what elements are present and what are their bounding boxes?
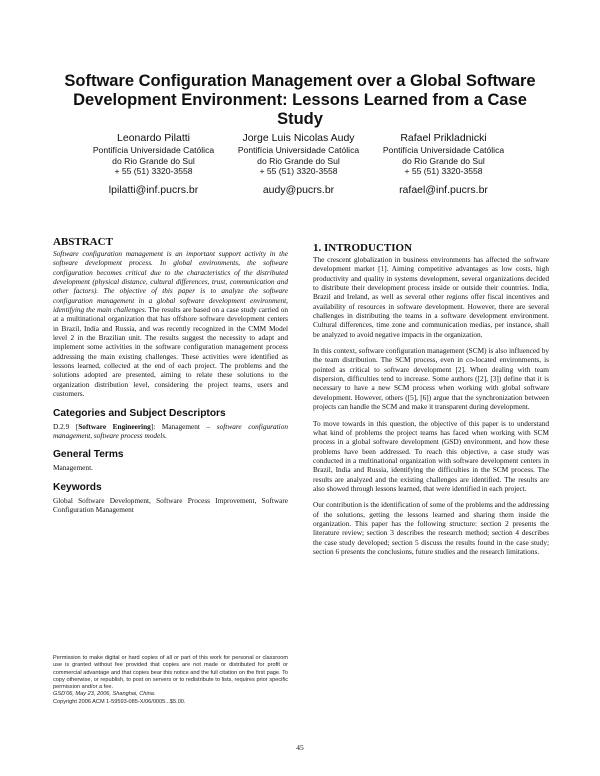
author-affiliation-2: do Rio Grande do Sul xyxy=(112,155,195,166)
categories-text xyxy=(53,422,288,441)
author-name: Jorge Luis Nicolas Audy xyxy=(242,132,355,144)
author-phone: + 55 (51) 3320-3558 xyxy=(404,166,483,177)
author-affiliation: Pontifícia Universidade Católica xyxy=(92,145,215,155)
general-terms-text: Management. xyxy=(53,463,93,473)
author-email: audy@pucrs.br xyxy=(262,183,335,196)
intro-paragraph-4: Our contribution is the identification of some of the problems and the addressing of the solutions, getting the lessons learned and sharing them inside the organization. This paper has the following structure: section 2 presents the literature review; section 3 describes the research method; section 4 describes the case study developed; section 5 discuss the results found in the case study; section 6 presents the conclusions, future studies and the research limitations. xyxy=(313,500,549,556)
intro-paragraph-3: To move towards in this question, the objective of this paper is to understand what kind of problems the project teams has faced when working with SCM process in a global software development (GSD) environment, and how these problems have been addressed. To reach this objective, a case study was conducted in a multinational organization with software development centers in Brazil, India and Russia, identifying the difficulties in the SCM process. The results are analyzed and the existing challenges are identified. The results are also showed through lessons learned, that were identified in each project. xyxy=(313,418,549,493)
abstract-text xyxy=(53,249,288,399)
author-email: lpilatti@inf.pucrs.br xyxy=(108,183,199,196)
author-name: Leonardo Pilatti xyxy=(117,132,190,144)
copyright-text: Copyright 2006 ACM 1-59593-085-X/06/0005...$5.00. xyxy=(53,698,186,705)
abstract-rest: The results are based on a case study carried on at a multinational organization that has offshore software development centers in Brazil, India and Russia, and was recently recognized in the CMM Model level 2 in the Brazilian unit. The results suggest the necessity to adapt and implement some activities in the software configuration management process addressing the main existing challenges. These activities were identified as lessons learned, collected at the end of each project. The problems and the solutions adopted are presented, aiming to relate these solutions to the organization distribution level, considering the project teams, users and customers. xyxy=(53,305,289,399)
author-affiliation-2: do Rio Grande do Sul xyxy=(402,155,485,166)
abstract-heading: ABSTRACT xyxy=(53,236,113,248)
general-terms-heading: General Terms xyxy=(53,449,124,461)
author-affiliation: Pontifícia Universidade Católica xyxy=(382,145,505,155)
categories-italic: software configuration management, software process models. xyxy=(53,421,288,440)
paper-title: Software Configuration Management over a Global Software Development Environment: Lessons Learned from a Case Study xyxy=(64,72,536,128)
categories-code: D.2.9 [ xyxy=(53,421,79,431)
categories-mid: ]: Management – xyxy=(150,421,217,431)
intro-paragraph-2: In this context, software configuration management (SCM) is also influenced by the team distribution. The SCM process, even in co-located environments, is pointed as critical to software development [2]. When dealing with team dispersion, difficulties tend to increase. Some authors ([2], [3]) define that it is necessary to have a new SCM process when working with global software development. However, others ([5], [6]) argue that the synchronization between projects can handle the SCM and make it transparent during development. xyxy=(313,346,549,412)
author-phone: + 55 (51) 3320-3558 xyxy=(114,166,193,177)
abstract-italic: Software configuration management is an important support activity in the software development process. In global environments, the software configuration becomes critical due to the characteristics of the distributed development (physical distance, cultural differences, trust, communication and other factors). The objective of this paper is to analyze the software configuration management in a global software development environment, identifying the main challenges. xyxy=(53,249,288,315)
categories-bold: Software Engineering xyxy=(78,421,151,431)
author-block-3 xyxy=(356,132,531,197)
categories-heading: Categories and Subject Descriptors xyxy=(53,407,226,419)
permission-notice xyxy=(53,655,288,706)
left-column xyxy=(53,236,288,514)
page-number: 45 xyxy=(296,743,304,752)
author-affiliation-2: do Rio Grande do Sul xyxy=(257,155,340,166)
intro-paragraph-1: The crescent globalization in business environments has affected the software development market [1]. Aiming competitive advantages as low costs, high productivity and quality in systems development, several organizations decided to distribute their development process inside or outside their countries. India, Brazil and Ireland, as well as several other regions offer fiscal incentives and availability of resources in software development. However, there are several challenges in distributing the teams in a software development environment. Cultural differences, time zone and communication medias, per instance, shall be analyzed to avoid negative impacts in the organization. xyxy=(313,255,549,339)
author-name: Rafael Prikladnicki xyxy=(400,132,487,144)
author-email: rafael@inf.pucrs.br xyxy=(399,183,488,196)
introduction-heading: 1. INTRODUCTION xyxy=(313,242,413,254)
permission-text: Permission to make digital or hard copies of all or part of this work for personal or classroom use is granted without fee provided that copies are not made or distributed for profit or commercial advantage and that copies bear this notice and the full citation on the first page. To copy otherwise, or republish, to post on servers or to redistribute to lists, requires prior specific permission and/or a fee. xyxy=(53,655,288,691)
author-affiliation: Pontifícia Universidade Católica xyxy=(237,145,360,155)
keywords-heading: Keywords xyxy=(53,481,102,493)
keywords-text: Global Software Development, Software Process Improvement, Software Configuration Management xyxy=(53,495,288,514)
venue-text: GSD'06, May 23, 2006, Shanghai, China. xyxy=(53,691,156,698)
author-phone: + 55 (51) 3320-3558 xyxy=(259,166,338,177)
right-column xyxy=(313,242,549,556)
